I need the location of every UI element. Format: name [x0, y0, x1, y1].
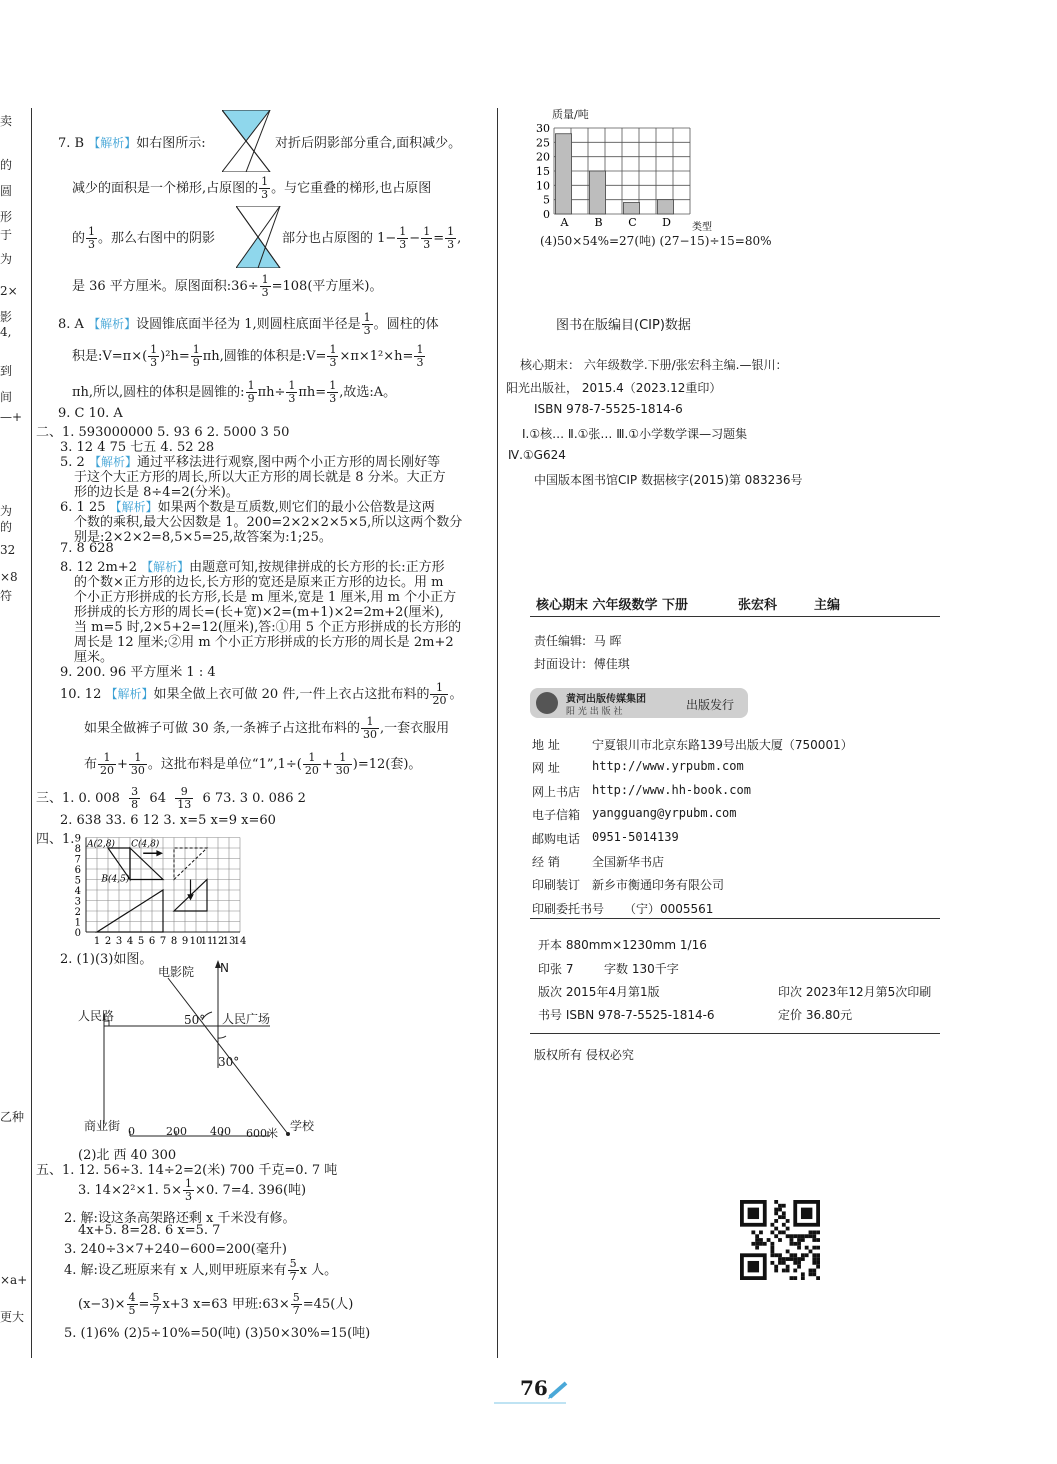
qr-module: [790, 1234, 794, 1238]
qr-module: [759, 1238, 763, 1242]
left-edge-fragment: 4,: [0, 325, 12, 339]
info-label: 电子信箱: [532, 808, 581, 823]
qr-module: [790, 1242, 794, 1246]
editor-row: 责任编辑: 马 晖: [534, 634, 622, 648]
colophon-rule-1: [530, 616, 940, 617]
chart-x-tick-label: C: [628, 216, 637, 229]
info-label: 地 址: [532, 738, 560, 752]
qr-module: [793, 1242, 797, 1246]
spec-isbn: 书号 ISBN 978-7-5525-1814-6: [538, 1008, 715, 1022]
qr-module: [774, 1200, 778, 1204]
s2-q8h: 厘米。: [74, 650, 114, 665]
qr-finder: [748, 1208, 759, 1219]
q7-line1-end: 对折后阴影部分重合,面积减少。: [275, 136, 462, 151]
qr-module: [816, 1261, 820, 1265]
s2-q9: 9. 200. 96 平方厘米 1 : 4: [60, 665, 216, 680]
qr-code: [740, 1200, 820, 1280]
qr-module: [797, 1242, 801, 1246]
info-value: 全国新华书店: [592, 855, 665, 869]
left-edge-fragment: 于: [0, 228, 13, 242]
chart-bar: [555, 134, 571, 214]
qr-module: [797, 1261, 801, 1265]
map-scale-600: 600米: [246, 1127, 278, 1140]
chart-xlabel: 类型: [692, 222, 712, 233]
qr-module: [812, 1257, 816, 1261]
s2-q8d: 个小正方形拼成的长方形,长是 m 厘米,宽是 1 厘米,用 m 个小正方: [74, 590, 457, 605]
cip-line3: ISBN 978-7-5525-1814-6: [534, 402, 683, 416]
qr-module: [812, 1261, 816, 1265]
grid-y-tick-label: 7: [74, 854, 81, 866]
grid-x-tick-label: 10: [189, 936, 203, 947]
qr-module: [786, 1269, 790, 1273]
grid-y-tick-label: 2: [74, 907, 81, 918]
spec-format: 开本 880mm×1230mm 1/16: [538, 938, 707, 952]
q7-figure-1: [222, 110, 272, 172]
qr-module: [751, 1230, 755, 1234]
qr-module: [759, 1230, 763, 1234]
q7-line4: 是 36 平方厘米。原图面积:36÷ $\frac{1}{3}$ =108(平方厘米)。: [72, 273, 383, 299]
colophon-role: 主编: [814, 598, 841, 613]
qr-module: [763, 1242, 767, 1246]
qr-module: [770, 1253, 774, 1257]
qr-module: [816, 1238, 820, 1242]
cip-line1: 核心期末： 六年级数学.下册/张宏科主编.—银川：: [520, 358, 788, 372]
center-column-rule: [497, 108, 498, 1358]
info-label: 邮购电话: [532, 831, 581, 846]
qr-module: [790, 1257, 794, 1261]
qr-module: [774, 1211, 778, 1215]
left-column-rule: [31, 108, 32, 1358]
qr-module: [782, 1204, 786, 1208]
publisher-logo-icon: [536, 692, 558, 714]
qr-module: [778, 1257, 782, 1261]
qr-module: [774, 1269, 778, 1273]
s3-line2: 2. 638 33. 6 12 3. x=5 x=9 x=60: [60, 813, 276, 828]
grid-x-tick-label: 6: [148, 936, 156, 947]
chart-bar: [657, 200, 673, 214]
s5-line1: 五、1. 12. 56÷3. 14÷2=2(米) 700 千克=0. 7 吨: [36, 1163, 338, 1178]
grid-x-tick-label: 9: [181, 936, 189, 947]
qr-module: [786, 1227, 790, 1231]
info-value: （宁）0005561: [624, 901, 714, 916]
s4-q2: 2. (1)(3)如图。: [60, 952, 153, 967]
left-edge-fragment: 为: [0, 504, 13, 518]
qr-module: [774, 1208, 778, 1212]
info-value: 新乡市衡通印务有限公司: [592, 878, 725, 893]
cip-line2: 阳光出版社， 2015.4（2023.12重印）: [506, 381, 722, 395]
grid-x-tick-label: 12: [211, 936, 225, 947]
qr-module: [770, 1250, 774, 1254]
chart-y-tick-label: 30: [536, 122, 550, 135]
q8-line1: 8. A 【解析】设圆锥底面半径为 1,则圆柱底面半径是 $\frac{1}{3}$ 。圆柱的体: [58, 311, 439, 337]
qr-module: [782, 1261, 786, 1265]
left-edge-fragment: 卖: [0, 114, 13, 128]
publisher-issue: 出版发行: [686, 698, 735, 712]
left-edge-fragment: 的: [0, 520, 13, 534]
qr-module: [797, 1238, 801, 1242]
s5-line2: 3. 14×2²×1. 5× $\frac{1}{3}$ ×0. 7=4. 396(吨): [78, 1177, 307, 1203]
qr-module: [755, 1238, 759, 1242]
info-label: 印刷装订: [532, 878, 581, 893]
qr-module: [793, 1276, 797, 1280]
qr-module: [816, 1276, 820, 1280]
qr-module: [793, 1257, 797, 1261]
qr-module: [793, 1253, 797, 1257]
qr-module: [801, 1238, 805, 1242]
qr-module: [816, 1265, 820, 1269]
s4-label: 四、1.: [36, 832, 75, 847]
q7-line3-end: 部分也占原图的 1− $\frac{1}{3}$ − $\frac{1}{3}$ = $\frac{1}{3}$ ,: [282, 225, 462, 251]
chart-y-tick-label: 25: [536, 136, 550, 150]
qr-module: [774, 1253, 778, 1257]
chart-bar: [589, 171, 605, 214]
q8-line2: 积是:V=π×( $\frac{1}{3}$ )²h= $\frac{1}{9}$ πh,圆锥的体积是:V= $\frac{1}{3}$ ×π×1²×h= $\frac{1}{3}$: [72, 343, 424, 369]
qr-module: [809, 1250, 813, 1254]
publisher-name: 阳 光 出 版 社: [566, 707, 623, 717]
q7-line3: 的 $\frac{1}{3}$ 。那么右图中的阴影: [72, 225, 216, 251]
s5-line5: 3. 240÷3×7+240−600=200(毫升): [64, 1242, 287, 1257]
qr-module: [797, 1246, 801, 1250]
chart-y-tick-label: 10: [536, 179, 550, 193]
grid-x-tick-label: 14: [233, 936, 247, 947]
qr-module: [805, 1246, 809, 1250]
left-edge-fragment: 到: [0, 364, 13, 378]
page-number: 76: [520, 1376, 548, 1400]
map-school: 学校: [290, 1119, 315, 1133]
info-value: yangguang@yrpubm.com: [592, 806, 737, 821]
map-street: 人民路: [78, 1009, 115, 1023]
s4-q2b: (2)北 西 40 300: [78, 1148, 177, 1163]
spec-words: 字数 130千字: [604, 962, 679, 976]
info-label: 印刷委托书号: [532, 901, 605, 916]
arrow-right-head-icon: [156, 850, 163, 856]
map-scale-400: 400: [210, 1125, 231, 1138]
info-value: 宁夏银川市北京东路139号出版大厦（750001）: [592, 738, 853, 752]
chart-y-tick-label: 20: [536, 150, 550, 164]
publisher-group: 黄河出版传媒集团: [566, 694, 646, 705]
map-angle-50: 50°: [184, 1013, 206, 1027]
info-label: 网 址: [532, 761, 560, 776]
cip-line6: 中国版本图书馆CIP 数据核字(2015)第 083236号: [534, 473, 803, 487]
page-number-underline: [494, 1402, 566, 1404]
qr-module: [797, 1234, 801, 1238]
qr-module: [782, 1223, 786, 1227]
map-angle-30: 30°: [218, 1055, 240, 1069]
spec-price: 定价 36.80元: [778, 1008, 853, 1022]
qr-module: [778, 1261, 782, 1265]
q7-line1: 7. B 【解析】如右图所示:: [58, 136, 206, 151]
grid-x-tick-label: 2: [104, 936, 112, 947]
map-square: 人民广场: [222, 1012, 271, 1026]
qr-module: [809, 1230, 813, 1234]
qr-finder: [801, 1208, 812, 1219]
s2-line1: 二、1. 593000000 5. 93 6 2. 5000 3 50: [36, 425, 290, 440]
map-scale-200: 200: [166, 1125, 187, 1138]
s5-line3: 2. 解:设这条高架路还剩 x 千米没有修。: [64, 1211, 296, 1226]
cip-title: 图书在版编目(CIP)数据: [556, 318, 691, 333]
s2-q10-line2: 如果全做裤子可做 30 条,一条裤子占这批布料的 $\frac{1}{30}$ ,一套衣服用: [84, 715, 450, 741]
qr-finder: [748, 1261, 759, 1272]
info-value: http://www.hh-book.com: [592, 782, 751, 797]
qr-module: [812, 1269, 816, 1273]
left-edge-fragment: 32: [0, 543, 16, 557]
grid-x-tick-label: 5: [137, 936, 145, 947]
qr-module: [812, 1230, 816, 1234]
s2-q5d: 形的边长是 8÷4=2(分米)。: [74, 485, 239, 500]
s2-q6d: 别是:2×2×2=8,5×5=25,故答案为:1;25。: [74, 530, 332, 545]
qr-module: [805, 1253, 809, 1257]
chart-x-tick-label: D: [662, 216, 671, 229]
s5-line4: 4x+5. 8=28. 6 x=5. 7: [78, 1223, 221, 1238]
s5-line8: 5. (1)6% (2)5÷10%=50(吨) (3)50×30%=15(吨): [64, 1326, 371, 1341]
qr-module: [793, 1261, 797, 1265]
grid-x-tick-label: 4: [126, 936, 134, 947]
qr-module: [774, 1265, 778, 1269]
s2-q10-line3: 布 $\frac{1}{20}$ + $\frac{1}{30}$ 。这批布料是单位“1”,1÷( $\frac{1}{20}$ + $\frac{1}{30}$ )=12(套)。: [84, 751, 422, 777]
grid-x-tick-label: 13: [222, 936, 236, 947]
chart-x-tick-label: A: [560, 216, 569, 229]
qr-module: [774, 1234, 778, 1238]
qr-module: [778, 1204, 782, 1208]
qr-module: [809, 1269, 813, 1273]
q9-line: 9. C 10. A: [58, 406, 123, 421]
qr-module: [778, 1253, 782, 1257]
qr-module: [778, 1208, 782, 1212]
chart-y-tick-label: 5: [543, 193, 550, 207]
s2-q8g: 周长是 12 厘米;②用 m 个小正方形拼成的长方形的周长是 2m+2: [74, 635, 454, 650]
qr-module: [797, 1257, 801, 1261]
qr-module: [770, 1242, 774, 1246]
q8-line3: πh,所以,圆柱的体积是圆锥的: $\frac{1}{9}$ πh÷ $\frac{1}{3}$ πh= $\frac{1}{3}$ ,故选:A。: [72, 379, 397, 405]
qr-module: [767, 1238, 771, 1242]
qr-module: [786, 1257, 790, 1261]
info-label: 经 销: [532, 855, 560, 869]
cover-row: 封面设计: 傅佳琪: [534, 657, 630, 671]
spec-edition: 版次 2015年4月第1版: [538, 985, 660, 999]
qr-module: [755, 1242, 759, 1246]
grid-x-tick-label: 8: [170, 936, 178, 947]
cip-line4: Ⅰ.①核… Ⅱ.①张… Ⅲ.①小学数学课—习题集: [522, 427, 748, 441]
s2-q8c: 的个数×正方形的边长,长方形的宽还是原来正方形的边长。用 m: [74, 575, 444, 590]
chart-y-tick-label: 0: [543, 208, 550, 221]
point-b-label: B(4,5): [101, 874, 130, 885]
grid-x-tick-label: 7: [159, 936, 167, 947]
s2-q5c: 于这个大正方形的周长,所以大正方形的周长就是 8 分米。大正方: [74, 470, 446, 485]
s3-line1: 三、1. 0. 008 $\frac{3}{8}$ 64 $\frac{9}{13}$ 6 73. 3 0. 086 2: [36, 785, 306, 811]
colophon-rule-3: [530, 1033, 940, 1034]
qr-module: [790, 1276, 794, 1280]
spec-printing: 印次 2023年12月第5次印刷: [778, 985, 932, 999]
qr-module: [812, 1234, 816, 1238]
qr-module: [782, 1215, 786, 1219]
qr-module: [793, 1269, 797, 1273]
s2-q10-line1: 10. 12 【解析】如果全做上衣可做 20 件,一件上衣占这批布料的 $\frac{1}{20}$ 。: [60, 681, 463, 707]
left-edge-fragment: 间: [0, 390, 13, 404]
grid-y-tick-label: 5: [74, 875, 81, 887]
chart-x-tick-label: B: [594, 216, 603, 229]
grid-y-tick-label: 3: [74, 896, 81, 908]
point-c-label: C(4,8): [131, 839, 160, 850]
left-edge-fragment: 乙种: [0, 1110, 25, 1124]
rights: 版权所有 侵权必究: [534, 1048, 634, 1062]
left-edge-fragment: 2×: [0, 284, 18, 298]
map-scale-0: 0: [128, 1125, 135, 1138]
s2-q7: 7. 8 628: [60, 541, 114, 556]
qr-module: [774, 1227, 778, 1231]
spec-sheets: 印张 7: [538, 962, 574, 976]
left-edge-fragment: 影: [0, 310, 13, 324]
map-shop: 商业街: [84, 1119, 121, 1133]
qr-module: [778, 1215, 782, 1219]
grid-x-tick-label: 3: [115, 936, 123, 947]
qr-module: [770, 1230, 774, 1234]
qr-module: [782, 1230, 786, 1234]
qr-module: [812, 1246, 816, 1250]
colophon-rule-2: [530, 918, 940, 919]
qr-module: [805, 1234, 809, 1238]
pencil-icon: [546, 1380, 570, 1400]
left-edge-fragment: —+: [0, 410, 23, 424]
s5-line7: (x−3)× $\frac{4}{5}$ = $\frac{5}{7}$ x+3 x=63 甲班:63× $\frac{5}{7}$ =45(人): [78, 1291, 354, 1317]
cip-line5: Ⅳ.①G624: [508, 448, 566, 462]
s2-q5: 5. 2 【解析】通过平移法进行观察,图中两个小正方形的周长刚好等: [60, 455, 441, 470]
qr-module: [812, 1238, 816, 1242]
qr-module: [786, 1219, 790, 1223]
qr-module: [782, 1211, 786, 1215]
info-value: http://www.yrpubm.com: [592, 759, 744, 774]
s2-q8f: 当 m=5 时,2×5+2=12(厘米),答:①用 5 个正方形拼成的长方形的: [74, 620, 462, 635]
qr-module: [770, 1246, 774, 1250]
qr-module: [801, 1253, 805, 1257]
qr-module: [774, 1219, 778, 1223]
grid-y-tick-label: 1: [74, 917, 81, 929]
qr-module: [778, 1230, 782, 1234]
chart-ylabel: 质量/吨: [552, 108, 589, 121]
map-cinema: 电影院: [158, 965, 195, 979]
qr-module: [812, 1253, 816, 1257]
qr-module: [793, 1234, 797, 1238]
qr-module: [782, 1269, 786, 1273]
qr-module: [786, 1250, 790, 1254]
map-north: N: [220, 961, 229, 975]
qr-module: [786, 1234, 790, 1238]
qr-module: [809, 1234, 813, 1238]
left-edge-fragment: ×a+: [0, 1273, 28, 1287]
point-a-label: A(2,8): [87, 839, 115, 850]
grid-y-tick-label: 8: [74, 844, 81, 855]
left-edge-fragment: 为: [0, 252, 13, 266]
chart-y-tick-label: 15: [536, 165, 550, 178]
qr-module: [778, 1238, 782, 1242]
q7-figure-2: [236, 206, 282, 268]
s2-line2: 3. 12 4 75 七五 4. 52 28: [60, 440, 215, 455]
chart-bar: [623, 203, 639, 214]
qr-module: [786, 1265, 790, 1269]
s2-q8: 8. 12 2m+2 【解析】由题意可知,按规律拼成的长方形的长:正方形: [60, 560, 445, 575]
qr-module: [812, 1272, 816, 1276]
colophon-book: 核心期末 六年级数学 下册: [536, 598, 689, 613]
colophon-author: 张宏科: [738, 598, 778, 613]
qr-module: [770, 1223, 774, 1227]
left-edge-fragment: 形: [0, 210, 13, 224]
coordinate-grid: [62, 832, 258, 948]
s2-q6: 6. 1 25 【解析】如果两个数是互质数,则它们的最小公倍数是这两: [60, 500, 435, 515]
qr-module: [801, 1272, 805, 1276]
qr-module: [801, 1234, 805, 1238]
qr-module: [809, 1272, 813, 1276]
left-edge-fragment: 圆: [0, 184, 13, 198]
triangle-dashed: [174, 848, 207, 880]
left-edge-fragment: 符: [0, 589, 13, 603]
chart-note: (4)50×54%=27(吨) (27−15)÷15=80%: [540, 234, 772, 248]
s2-q8e: 形拼成的长方形的周长=(长+宽)×2=(m+1)×2=2m+2(厘米),: [74, 605, 444, 620]
qr-module: [816, 1257, 820, 1261]
bar-chart: [528, 118, 728, 236]
qr-module: [797, 1265, 801, 1269]
qr-module: [816, 1253, 820, 1257]
q7-line2: 减少的面积是一个梯形,占原图的 $\frac{1}{3}$ 。与它重叠的梯形,也占原图: [72, 175, 432, 201]
grid-y-tick-label: 6: [74, 865, 81, 876]
qr-module: [751, 1242, 755, 1246]
qr-module: [801, 1276, 805, 1280]
info-value: 0951-5014139: [592, 829, 679, 844]
qr-module: [790, 1238, 794, 1242]
qr-module: [801, 1257, 805, 1261]
left-edge-fragment: 的: [0, 158, 13, 172]
grid-y-tick-label: 9: [74, 833, 81, 845]
qr-module: [770, 1261, 774, 1265]
qr-module: [782, 1257, 786, 1261]
left-edge-fragment: 更大: [0, 1310, 25, 1324]
qr-module: [816, 1246, 820, 1250]
grid-x-tick-label: 11: [200, 936, 214, 947]
grid-y-tick-label: 4: [74, 886, 81, 897]
qr-module: [790, 1253, 794, 1257]
s2-q6c: 个数的乘积,最大公因数是 1。200=2×2×2×5×5,所以这两个数分: [74, 515, 463, 530]
info-label: 网上书店: [532, 784, 581, 799]
qr-module: [816, 1230, 820, 1234]
s5-line6: 4. 解:设乙班原来有 x 人,则甲班原来有 $\frac{5}{7}$ x 人。: [64, 1257, 338, 1283]
left-edge-fragment: ×8: [0, 570, 18, 584]
qr-module: [759, 1242, 763, 1246]
qr-module: [755, 1246, 759, 1250]
grid-y-tick-label: 0: [74, 928, 81, 939]
qr-module: [755, 1234, 759, 1238]
grid-x-tick-label: 1: [93, 936, 101, 947]
